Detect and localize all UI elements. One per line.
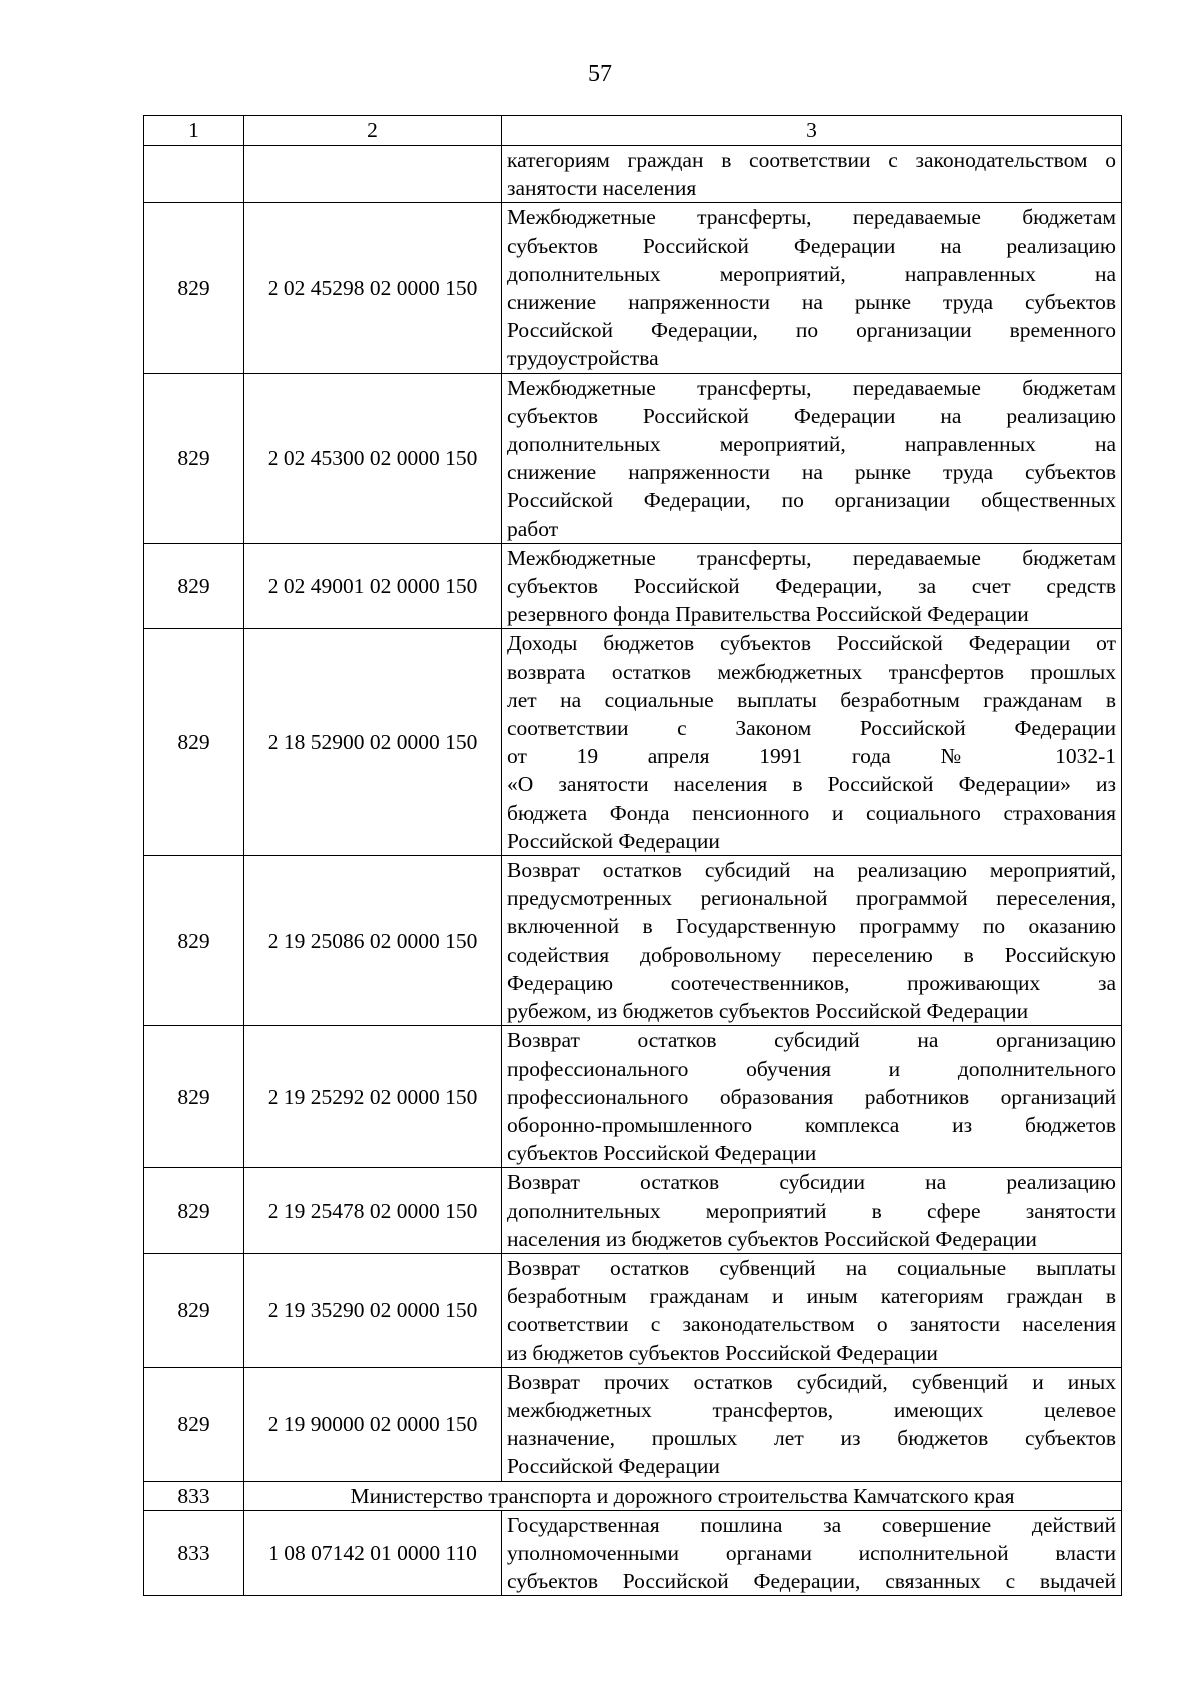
table-row — [144, 1168, 1122, 1254]
description-line: субъектов Российской Федерации — [507, 1141, 817, 1166]
description-line: содействия добровольному переселению в Российскую — [507, 942, 1116, 967]
description-line: Межбюджетные трансферты, передаваемые бюджетам — [507, 205, 1116, 230]
table-row — [144, 856, 1122, 1026]
description-line: рубежом, из бюджетов субъектов Российской Федерации — [507, 999, 1029, 1024]
description-line: снижение напряженности на рынке труда субъектов — [507, 460, 1116, 485]
description-line: категориям граждан в соответствии с законодательством о — [507, 148, 1116, 172]
description-line: Возврат прочих остатков субсидий, субвенций и иных — [507, 1369, 1116, 1394]
admin-code-cell: 829 — [144, 1367, 244, 1481]
description-line: соответствии с законодательством о занятости населения — [507, 1312, 1116, 1337]
table-row — [144, 146, 1122, 203]
description-line: назначение, прошлых лет из бюджетов субъектов — [507, 1426, 1116, 1451]
column-header-1: 1 — [144, 116, 244, 146]
description-cell — [502, 146, 1122, 203]
budget-code-cell: 2 19 25086 02 0000 150 — [244, 856, 502, 1026]
admin-code-cell: 829 — [144, 373, 244, 543]
table-row — [144, 1253, 1122, 1367]
budget-code-cell — [244, 146, 502, 203]
admin-code-cell: 829 — [144, 856, 244, 1026]
table-row — [144, 1510, 1122, 1596]
admin-code-cell — [144, 146, 244, 203]
description-line: Возврат остатков субвенций на социальные выплаты — [507, 1255, 1116, 1280]
description-line: резервного фонда Правительства Российской Федерации — [507, 602, 1029, 627]
admin-code-cell: 829 — [144, 1168, 244, 1254]
description-line: Российской Федерации — [507, 1454, 720, 1479]
budget-codes-table — [143, 115, 1122, 1596]
admin-code-cell: 829 — [144, 543, 244, 629]
budget-code-cell: 2 02 45300 02 0000 150 — [244, 373, 502, 543]
description-line: населения из бюджетов субъектов Российской Федерации — [507, 1226, 1037, 1251]
description-cell — [502, 543, 1122, 629]
description-cell — [502, 1026, 1122, 1168]
description-line: Федерацию соотечественников, проживающих за — [507, 970, 1116, 995]
table-row — [144, 629, 1122, 856]
description-cell — [502, 1253, 1122, 1367]
description-cell — [502, 203, 1122, 373]
description-line: Доходы бюджетов субъектов Российской Федерации от — [507, 631, 1116, 656]
description-line: Российской Федерации — [507, 828, 720, 853]
description-line: профессионального обучения и дополнительного — [507, 1056, 1116, 1081]
page-number: 57 — [588, 61, 612, 87]
description-line: Возврат остатков субсидий на организацию — [507, 1028, 1116, 1053]
description-line: из бюджетов субъектов Российской Федерации — [507, 1340, 938, 1365]
table-row — [144, 1026, 1122, 1168]
description-line: снижение напряженности на рынке труда субъектов — [507, 290, 1116, 315]
admin-code-cell: 833 — [144, 1481, 244, 1510]
table-row — [144, 373, 1122, 543]
description-line: Российской Федерации, по организации временного — [507, 318, 1116, 343]
admin-code-cell: 829 — [144, 629, 244, 856]
admin-code-cell: 833 — [144, 1510, 244, 1596]
budget-code-cell: 2 19 25478 02 0000 150 — [244, 1168, 502, 1254]
admin-code-cell: 829 — [144, 1026, 244, 1168]
table-row — [144, 203, 1122, 373]
description-line: Возврат остатков субсидий на реализацию мероприятий, — [507, 858, 1116, 883]
description-line: дополнительных мероприятий в сфере занятости — [507, 1198, 1116, 1223]
budget-code-cell: 2 02 45298 02 0000 150 — [244, 203, 502, 373]
budget-code-cell: 2 19 35290 02 0000 150 — [244, 1253, 502, 1367]
description-line: безработным гражданам и иным категориям граждан в — [507, 1284, 1116, 1309]
description-line: Государственная пошлина за совершение действий — [507, 1512, 1116, 1537]
description-cell — [502, 1367, 1122, 1481]
table-header-row — [144, 116, 1122, 146]
column-header-2: 2 — [244, 116, 502, 146]
description-cell — [502, 373, 1122, 543]
admin-code-cell: 829 — [144, 1253, 244, 1367]
description-line: субъектов Российской Федерации, за счет средств — [507, 574, 1116, 599]
description-line: субъектов Российской Федерации на реализацию — [507, 233, 1116, 258]
description-line: возврата остатков межбюджетных трансфертов прошлых — [507, 659, 1116, 684]
description-line: от 19 апреля 1991 года № 1032-1 — [507, 744, 1116, 769]
description-line: уполномоченными органами исполнительной власти — [507, 1540, 1116, 1565]
description-line: межбюджетных трансфертов, имеющих целевое — [507, 1397, 1116, 1422]
budget-code-cell: 2 19 25292 02 0000 150 — [244, 1026, 502, 1168]
description-line: лет на социальные выплаты безработным гражданам в — [507, 687, 1116, 712]
description-line: соответствии с Законом Российской Федерации — [507, 716, 1116, 741]
description-line: оборонно-промышленного комплекса из бюджетов — [507, 1112, 1116, 1137]
budget-code-cell: 2 19 90000 02 0000 150 — [244, 1367, 502, 1481]
description-line: работ — [507, 516, 559, 541]
description-line: занятости населения — [507, 176, 697, 201]
column-header-3: 3 — [502, 116, 1122, 146]
description-line: «О занятости населения в Российской Федерации» из — [507, 772, 1116, 797]
description-line: Межбюджетные трансферты, передаваемые бюджетам — [507, 545, 1116, 570]
description-line: бюджета Фонда пенсионного и социального страхования — [507, 800, 1116, 825]
description-line: трудоустройства — [507, 346, 659, 371]
description-line: дополнительных мероприятий, направленных на — [507, 261, 1116, 286]
description-line: субъектов Российской Федерации на реализацию — [507, 403, 1116, 428]
admin-code-cell: 829 — [144, 203, 244, 373]
description-cell — [502, 1510, 1122, 1596]
description-line: включенной в Государственную программу по оказанию — [507, 914, 1116, 939]
description-line: профессионального образования работников организаций — [507, 1084, 1116, 1109]
description-line: Возврат остатков субсидии на реализацию — [507, 1170, 1116, 1195]
description-cell — [502, 1168, 1122, 1254]
table-row — [144, 1367, 1122, 1481]
budget-code-cell: 2 02 49001 02 0000 150 — [244, 543, 502, 629]
description-line: дополнительных мероприятий, направленных на — [507, 432, 1116, 457]
table-row — [144, 543, 1122, 629]
description-line: Российской Федерации, по организации общественных — [507, 488, 1116, 513]
description-cell — [502, 629, 1122, 856]
description-line: Межбюджетные трансферты, передаваемые бюджетам — [507, 375, 1116, 400]
department-row — [144, 1481, 1122, 1510]
description-line: предусмотренных региональной программой переселения, — [507, 886, 1116, 911]
budget-code-cell: 1 08 07142 01 0000 110 — [244, 1510, 502, 1596]
description-cell — [502, 856, 1122, 1026]
description-line: субъектов Российской Федерации, связанных с выдачей — [507, 1569, 1116, 1594]
department-title-cell: Министерство транспорта и дорожного строительства Камчатского края — [244, 1481, 1122, 1510]
budget-code-cell: 2 18 52900 02 0000 150 — [244, 629, 502, 856]
